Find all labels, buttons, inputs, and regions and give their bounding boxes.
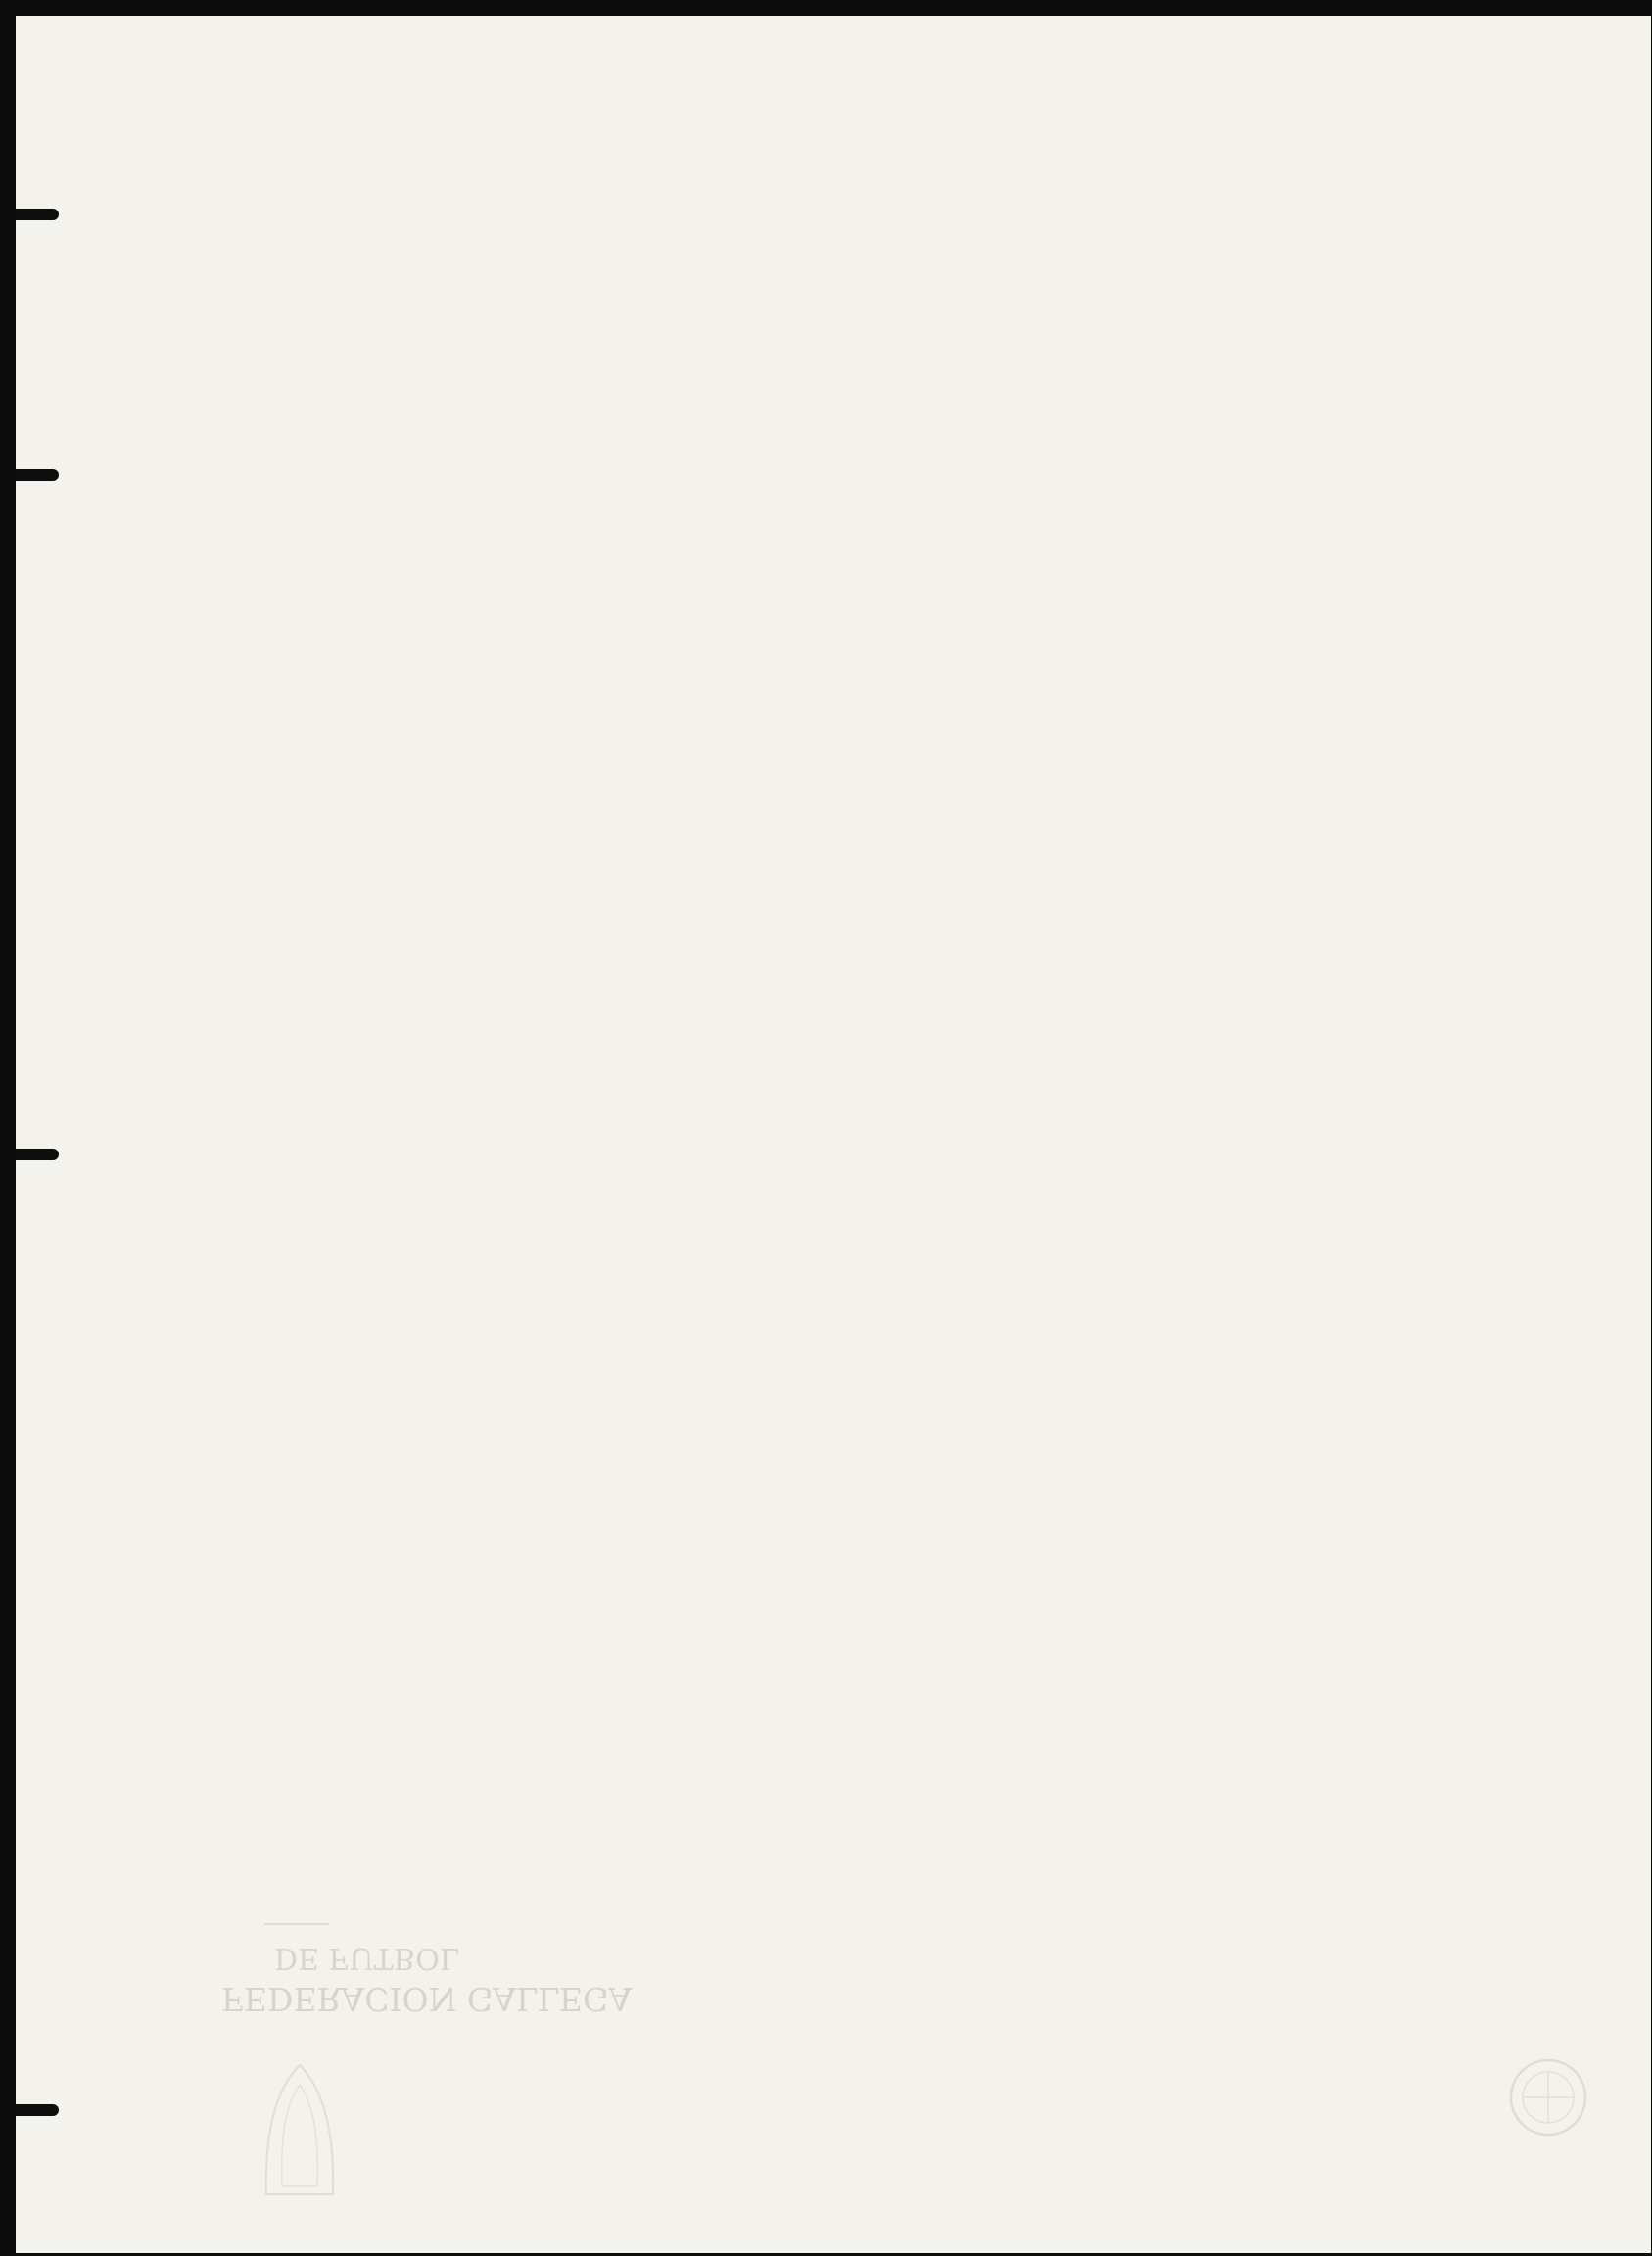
faint-shield-seal-icon [241,2057,358,2204]
document-page [16,16,1651,2253]
binder-hole-3 [16,1149,59,1160]
faint-round-seal-icon [1504,2048,1592,2156]
faint-rule [264,1923,329,1925]
binder-hole-2 [16,469,59,481]
binder-hole-1 [16,209,59,220]
stamp-line-federacion: FEDERACION GALLEGA [221,1980,633,2018]
binder-hole-4 [16,2104,59,2116]
stamp-line-de-futbol: DE FUTBOL [274,1941,459,1975]
